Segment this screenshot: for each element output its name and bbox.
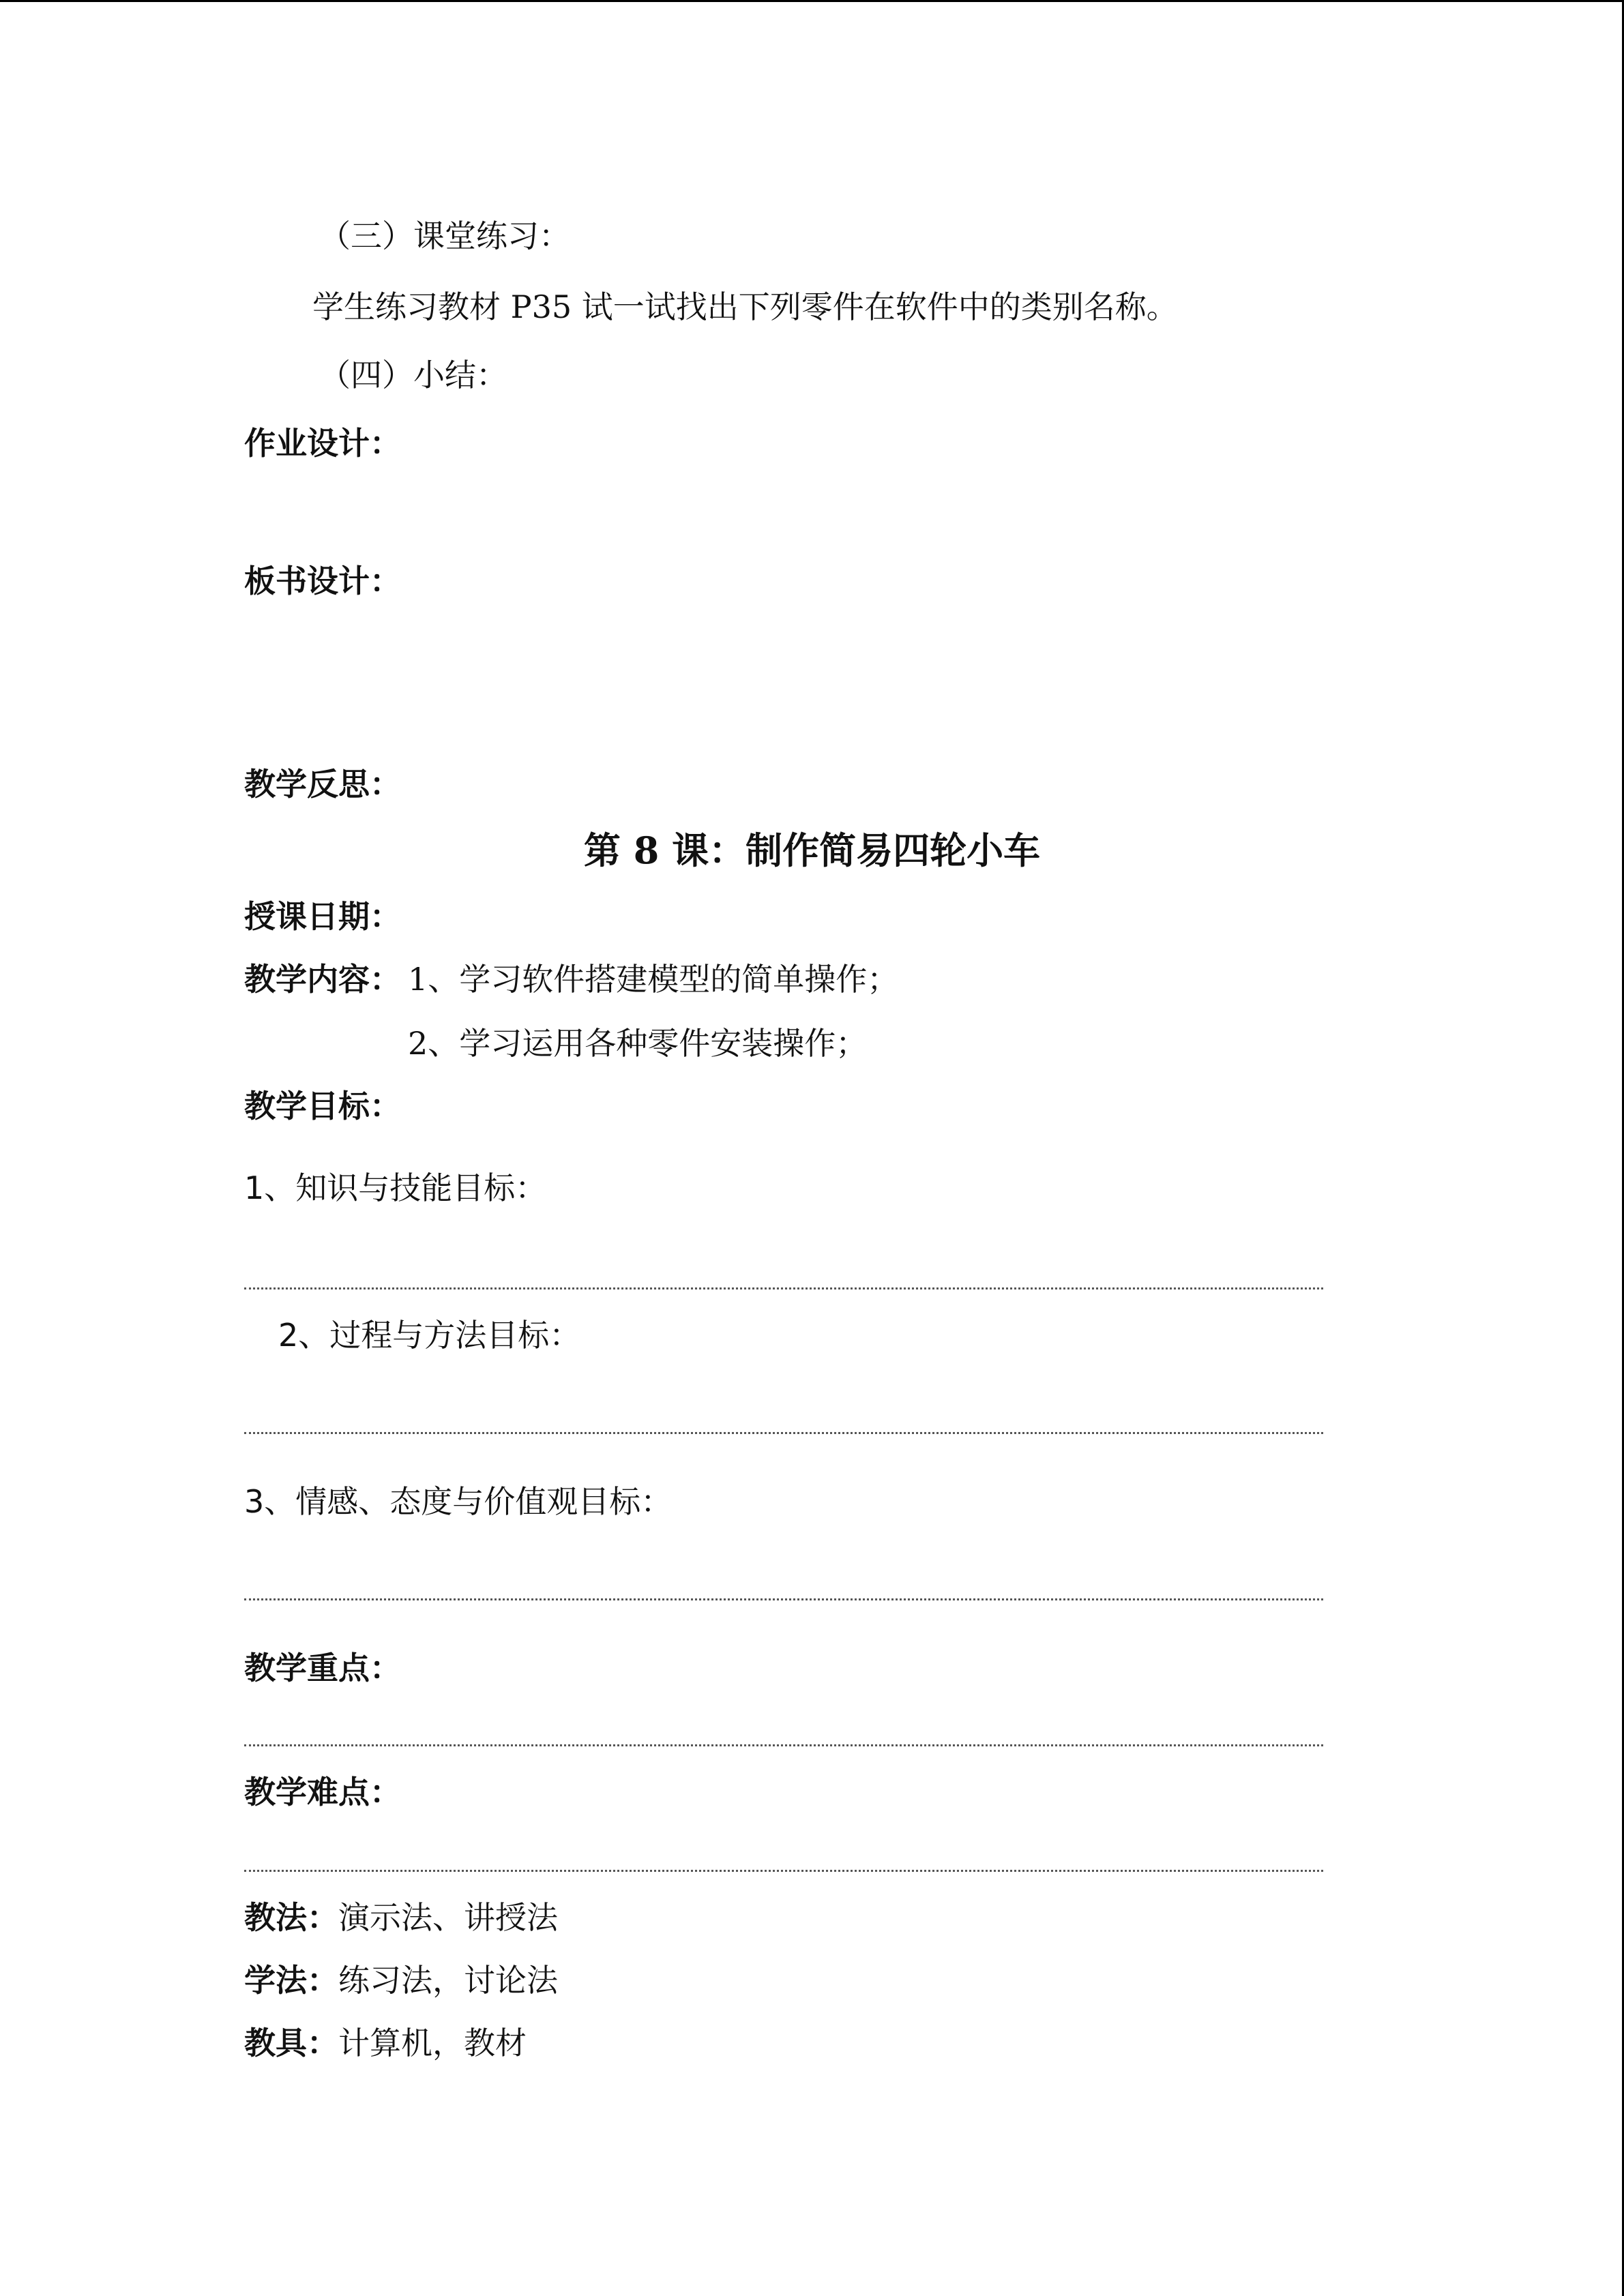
- teaching-method-label: 教法：: [244, 1899, 338, 1936]
- learning-method-value: 练习法，讨论法: [338, 1962, 558, 1999]
- content-item-2: 2、学习运用各种零件安装操作；: [408, 1025, 868, 1062]
- answer-line: [244, 1870, 1323, 1872]
- answer-line: [244, 1598, 1323, 1600]
- tools-value: 计算机，教材: [338, 2025, 527, 2061]
- page-top-border: [0, 0, 1624, 2]
- content-item-1: 1、学习软件搭建模型的简单操作；: [408, 961, 899, 998]
- difficulties-label: 教学难点：: [244, 1774, 401, 1810]
- homework-label: 作业设计：: [244, 425, 401, 462]
- objective-process-method: 2、过程与方法目标：: [278, 1317, 581, 1354]
- exercise-text: 学生练习教材 P35 试一试找出下列零件在软件中的类别名称。: [312, 288, 1178, 325]
- objective-emotion-values: 3、情感、态度与价值观目标：: [244, 1483, 673, 1520]
- content-label: 教学内容：: [244, 961, 401, 998]
- lesson-title: 第 8 课：制作简易四轮小车: [583, 829, 1041, 872]
- learning-method-row: [244, 1960, 558, 2001]
- section-three-heading: （三）课堂练习：: [319, 218, 570, 254]
- answer-line: [244, 1287, 1323, 1289]
- answer-line: [244, 1432, 1323, 1434]
- section-four-heading: （四）小结：: [319, 357, 507, 393]
- objective-knowledge-skills: 1、知识与技能目标：: [244, 1169, 547, 1206]
- teaching-method-value: 演示法、讲授法: [338, 1899, 558, 1936]
- date-label: 授课日期：: [244, 898, 401, 935]
- answer-line: [244, 1744, 1323, 1746]
- learning-method-label: 学法：: [244, 1962, 338, 1999]
- teaching-method-row: [244, 1897, 558, 1938]
- reflection-label: 教学反思：: [244, 766, 401, 803]
- objectives-label: 教学目标：: [244, 1088, 401, 1124]
- tools-label: 教具：: [244, 2025, 338, 2061]
- board-design-label: 板书设计：: [244, 563, 401, 599]
- tools-row: [244, 2023, 527, 2063]
- key-points-label: 教学重点：: [244, 1650, 401, 1686]
